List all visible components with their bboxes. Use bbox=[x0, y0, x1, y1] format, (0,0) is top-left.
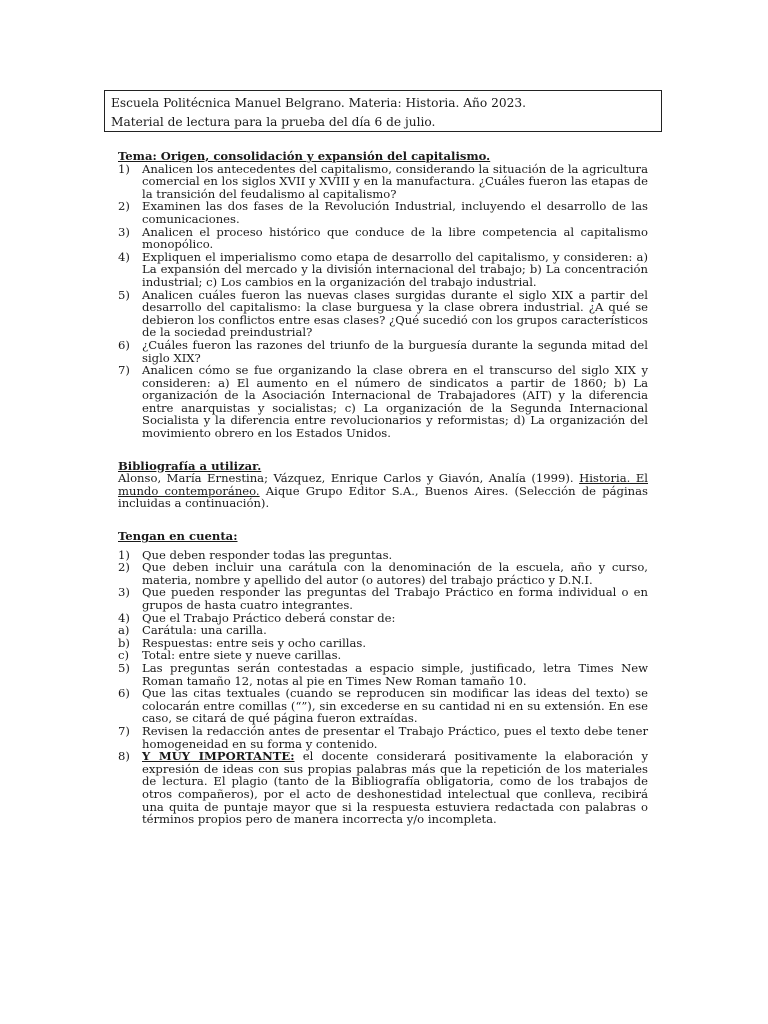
list-item bbox=[118, 339, 648, 364]
item-text: Analicen el proceso histórico que conduce de la libre competencia al capitalismo monopólico. bbox=[142, 224, 648, 252]
tengan-list-cont bbox=[118, 662, 648, 826]
list-item bbox=[118, 561, 648, 586]
item-letter: c) bbox=[118, 648, 130, 663]
item-number: 4) bbox=[118, 610, 130, 625]
bibliografia-authors: Alonso, María Ernestina; Vázquez, Enrique Carlos y Giavón, Analía (1999). bbox=[118, 471, 580, 486]
list-item bbox=[118, 163, 648, 201]
tengan-title: Tengan en cuenta: bbox=[118, 529, 238, 544]
document-body bbox=[118, 150, 648, 826]
item-number: 8) bbox=[118, 749, 130, 764]
item-number: 2) bbox=[118, 199, 130, 214]
item-text: Carátula: una carilla. bbox=[142, 623, 267, 638]
item-text: ¿Cuáles fueron las razones del triunfo de la burguesía durante la segunda mitad del siglo XIX? bbox=[142, 337, 648, 365]
item-text: Que las citas textuales (cuando se reproducen sin modificar las ideas del texto) se colocarán entre comillas (“”), sin excederse en su cantidad ni en su extensión. En ese caso, se citará de qué página fueron extraídas. bbox=[142, 686, 648, 726]
item-text: Que deben incluir una carátula con la denominación de la escuela, año y curso, materia, nombre y apellido del autor (o autores) del trabajo práctico y D.N.I. bbox=[142, 560, 648, 587]
list-item bbox=[118, 251, 648, 289]
item-text: Las preguntas serán contestadas a espacio simple, justificado, letra Times New Roman tamaño 12, notas al pie en Times New Roman tamaño 10. bbox=[142, 660, 648, 688]
item-text: Analicen cómo se fue organizando la clase obrera en el transcurso del siglo XIX y consideren: a) El aumento en el número de sindicatos a partir de 1860; b) La organización de la Asociación Internacional de Trabajadores (AIT) y la diferencia entre anarquistas y socialistas; c) La organización de la Segunda Internacional Socialista y la diferencia entre revolucionarios y reformistas; d) La organización del movimiento obrero en los Estados Unidos. bbox=[142, 363, 648, 441]
item-text: Analicen cuáles fueron las nuevas clases surgidas durante el siglo XIX a partir del desarrollo del capitalismo: la clase burguesa y la clase obrera industrial. ¿A qué se debieron los conflictos entre esas clases? ¿Qué sucedió con los grupos característicos de la sociedad preindustrial? bbox=[142, 287, 648, 340]
item-number: 1) bbox=[118, 547, 130, 562]
item-text: Que pueden responder las preguntas del Trabajo Práctico en forma individual o en grupos de hasta cuatro integrantes. bbox=[142, 585, 648, 612]
tema-list bbox=[118, 163, 648, 440]
list-item bbox=[118, 200, 648, 225]
list-item bbox=[118, 289, 648, 339]
list-item bbox=[118, 364, 648, 440]
list-item bbox=[118, 725, 648, 750]
bibliografia-title: Bibliografía a utilizar. bbox=[118, 458, 262, 473]
item-letter: b) bbox=[118, 635, 130, 650]
list-item bbox=[118, 687, 648, 725]
item-text: Total: entre siete y nueve carillas. bbox=[142, 648, 342, 663]
item-text: el docente considerará positivamente la elaboración y expresión de ideas con sus propias palabras más que la repetición de los materiales de lectura. El plagio (tanto de la Bibliografía obligatoria, como de los trabajos de otros compañeros), por el acto de deshonestidad intelectual que conlleva, recibirá una quita de puntaje mayor que si la respuesta estuviera redactada con palabras o términos propios pero de manera incorrecta y/o incompleta. bbox=[142, 749, 648, 827]
item-number: 5) bbox=[118, 287, 130, 302]
item-letter: a) bbox=[118, 623, 130, 638]
list-item bbox=[118, 226, 648, 251]
item-text: Que el Trabajo Práctico deberá constar de: bbox=[142, 610, 396, 625]
item-number: 7) bbox=[118, 363, 130, 378]
tengan-list bbox=[118, 549, 648, 625]
bibliografia-entry bbox=[118, 472, 648, 510]
item-number: 4) bbox=[118, 249, 130, 264]
important-label: Y MUY IMPORTANTE: bbox=[142, 749, 295, 764]
list-item bbox=[118, 662, 648, 687]
list-item bbox=[118, 750, 648, 826]
item-text: Revisen la redacción antes de presentar el Trabajo Práctico, pues el texto debe tener homogeneidad en su forma y contenido. bbox=[142, 723, 648, 751]
item-number: 7) bbox=[118, 723, 130, 738]
tema-title: Tema: Origen, consolidación y expansión del capitalismo. bbox=[118, 149, 491, 163]
header-line-2: Material de lectura para la prueba del día 6 de julio. bbox=[111, 115, 436, 129]
tengan-sublist bbox=[118, 624, 648, 662]
header-line-1: Escuela Politécnica Manuel Belgrano. Materia: Historia. Año 2023. bbox=[111, 96, 527, 110]
item-text: Respuestas: entre seis y ocho carillas. bbox=[142, 635, 367, 650]
bibliografia-book: Historia. El mundo contemporáneo. bbox=[118, 471, 648, 498]
item-number: 1) bbox=[118, 161, 130, 176]
item-number: 6) bbox=[118, 337, 130, 352]
item-text: Analicen los antecedentes del capitalismo, considerando la situación de la agricultura comercial en los siglos XVII y XVIII y en la manufactura. ¿Cuáles fueron las etapas de la transición del feudalismo al capitalismo? bbox=[142, 161, 648, 201]
item-number: 2) bbox=[118, 560, 130, 575]
item-number: 3) bbox=[118, 224, 130, 239]
list-item bbox=[118, 586, 648, 611]
item-number: 6) bbox=[118, 686, 130, 701]
item-number: 5) bbox=[118, 660, 130, 675]
bibliografia-rest: Aique Grupo Editor S.A., Buenos Aires. (Selección de páginas incluidas a continuación). bbox=[118, 483, 648, 511]
header-box bbox=[104, 90, 662, 132]
item-text: Que deben responder todas las preguntas. bbox=[142, 547, 393, 562]
item-text: Expliquen el imperialismo como etapa de desarrollo del capitalismo, y consideren: a) La expansión del mercado y la división internacional del trabajo; b) La concentración industrial; c) Los cambios en la organización del trabajo industrial. bbox=[142, 249, 648, 289]
item-text: Examinen las dos fases de la Revolución Industrial, incluyendo el desarrollo de las comunicaciones. bbox=[142, 199, 648, 226]
item-number: 3) bbox=[118, 585, 130, 600]
